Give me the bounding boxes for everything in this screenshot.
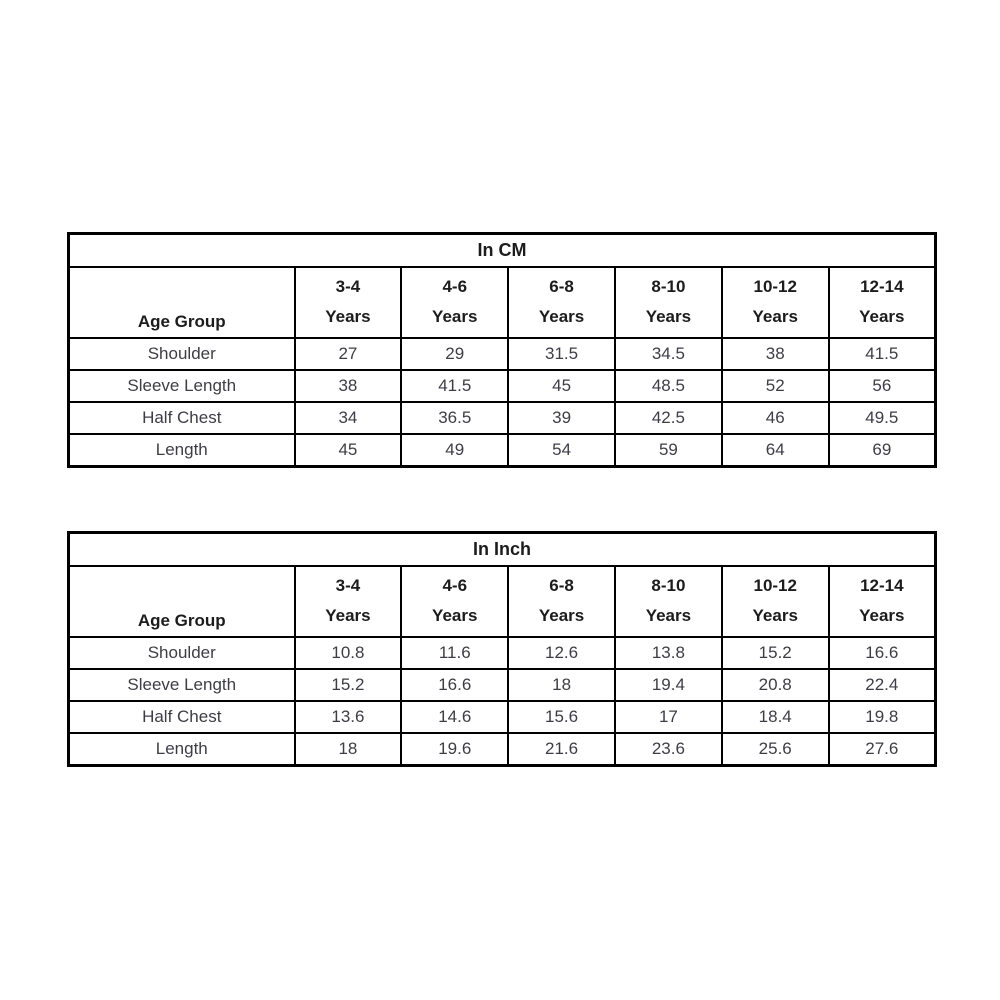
value-cell: 21.6 bbox=[508, 733, 615, 766]
inch-age-group-header: Age Group bbox=[69, 566, 295, 637]
age-unit-label: Years bbox=[859, 606, 905, 625]
value-cell: 38 bbox=[722, 338, 829, 370]
value-cell: 39 bbox=[508, 402, 615, 434]
cm-table-title: In CM bbox=[69, 234, 936, 268]
row-label: Shoulder bbox=[69, 637, 295, 669]
age-unit-label: Years bbox=[325, 606, 371, 625]
value-cell: 31.5 bbox=[508, 338, 615, 370]
cm-header-row bbox=[69, 267, 936, 338]
value-cell: 46 bbox=[722, 402, 829, 434]
row-label: Sleeve Length bbox=[69, 669, 295, 701]
cm-size-table bbox=[67, 232, 937, 468]
cm-col-header bbox=[829, 267, 936, 338]
row-label: Half Chest bbox=[69, 402, 295, 434]
table-row bbox=[69, 370, 936, 402]
age-unit-label: Years bbox=[432, 307, 478, 326]
value-cell: 27.6 bbox=[829, 733, 936, 766]
age-unit-label: Years bbox=[325, 307, 371, 326]
value-cell: 48.5 bbox=[615, 370, 722, 402]
row-label: Length bbox=[69, 733, 295, 766]
age-unit-label: Years bbox=[432, 606, 478, 625]
inch-col-header bbox=[829, 566, 936, 637]
table-row bbox=[69, 338, 936, 370]
value-cell: 19.8 bbox=[829, 701, 936, 733]
value-cell: 52 bbox=[722, 370, 829, 402]
age-range-label: 12-14 bbox=[860, 576, 904, 595]
age-unit-label: Years bbox=[645, 606, 692, 625]
value-cell: 15.6 bbox=[508, 701, 615, 733]
value-cell: 15.2 bbox=[722, 637, 829, 669]
age-unit-label: Years bbox=[752, 307, 798, 326]
table-row bbox=[69, 402, 936, 434]
value-cell: 19.4 bbox=[615, 669, 722, 701]
row-label: Sleeve Length bbox=[69, 370, 295, 402]
row-label: Length bbox=[69, 434, 295, 467]
row-label: Shoulder bbox=[69, 338, 295, 370]
value-cell: 14.6 bbox=[401, 701, 508, 733]
value-cell: 11.6 bbox=[401, 637, 508, 669]
value-cell: 59 bbox=[615, 434, 722, 467]
value-cell: 41.5 bbox=[829, 338, 936, 370]
cm-col-header bbox=[615, 267, 722, 338]
age-unit-label: Years bbox=[538, 307, 585, 326]
inch-title-row bbox=[69, 533, 936, 567]
age-range-label: 6-8 bbox=[549, 277, 574, 296]
value-cell: 12.6 bbox=[508, 637, 615, 669]
cm-col-header bbox=[401, 267, 508, 338]
inch-col-header bbox=[401, 566, 508, 637]
value-cell: 64 bbox=[722, 434, 829, 467]
inch-table-title: In Inch bbox=[69, 533, 936, 567]
value-cell: 18.4 bbox=[722, 701, 829, 733]
value-cell: 69 bbox=[829, 434, 936, 467]
row-label: Half Chest bbox=[69, 701, 295, 733]
age-unit-label: Years bbox=[859, 307, 905, 326]
value-cell: 41.5 bbox=[401, 370, 508, 402]
cm-col-header bbox=[295, 267, 402, 338]
value-cell: 18 bbox=[508, 669, 615, 701]
age-range-label: 10-12 bbox=[753, 277, 797, 296]
age-range-label: 12-14 bbox=[860, 277, 904, 296]
value-cell: 36.5 bbox=[401, 402, 508, 434]
value-cell: 13.6 bbox=[295, 701, 402, 733]
cm-title-row bbox=[69, 234, 936, 268]
value-cell: 56 bbox=[829, 370, 936, 402]
inch-col-header bbox=[295, 566, 402, 637]
table-row bbox=[69, 701, 936, 733]
value-cell: 17 bbox=[615, 701, 722, 733]
age-range-label: 10-12 bbox=[753, 576, 797, 595]
value-cell: 34.5 bbox=[615, 338, 722, 370]
cm-col-header bbox=[508, 267, 615, 338]
age-unit-label: Years bbox=[538, 606, 585, 625]
value-cell: 27 bbox=[295, 338, 402, 370]
inch-col-header bbox=[508, 566, 615, 637]
age-range-label: 8-10 bbox=[651, 576, 686, 595]
table-row bbox=[69, 669, 936, 701]
value-cell: 16.6 bbox=[401, 669, 508, 701]
value-cell: 25.6 bbox=[722, 733, 829, 766]
value-cell: 34 bbox=[295, 402, 402, 434]
cm-col-header bbox=[722, 267, 829, 338]
value-cell: 42.5 bbox=[615, 402, 722, 434]
value-cell: 22.4 bbox=[829, 669, 936, 701]
value-cell: 23.6 bbox=[615, 733, 722, 766]
value-cell: 10.8 bbox=[295, 637, 402, 669]
value-cell: 15.2 bbox=[295, 669, 402, 701]
age-range-label: 4-6 bbox=[442, 576, 468, 595]
value-cell: 16.6 bbox=[829, 637, 936, 669]
age-range-label: 4-6 bbox=[442, 277, 468, 296]
inch-header-row bbox=[69, 566, 936, 637]
value-cell: 13.8 bbox=[615, 637, 722, 669]
value-cell: 49.5 bbox=[829, 402, 936, 434]
inch-size-table bbox=[67, 531, 937, 767]
age-range-label: 6-8 bbox=[549, 576, 574, 595]
value-cell: 54 bbox=[508, 434, 615, 467]
table-row bbox=[69, 434, 936, 467]
value-cell: 29 bbox=[401, 338, 508, 370]
table-row bbox=[69, 733, 936, 766]
age-range-label: 3-4 bbox=[335, 277, 361, 296]
value-cell: 19.6 bbox=[401, 733, 508, 766]
value-cell: 45 bbox=[508, 370, 615, 402]
value-cell: 49 bbox=[401, 434, 508, 467]
value-cell: 45 bbox=[295, 434, 402, 467]
value-cell: 20.8 bbox=[722, 669, 829, 701]
cm-age-group-header: Age Group bbox=[69, 267, 295, 338]
age-range-label: 3-4 bbox=[335, 576, 361, 595]
age-unit-label: Years bbox=[645, 307, 692, 326]
value-cell: 18 bbox=[295, 733, 402, 766]
age-range-label: 8-10 bbox=[651, 277, 686, 296]
value-cell: 38 bbox=[295, 370, 402, 402]
age-unit-label: Years bbox=[752, 606, 798, 625]
inch-col-header bbox=[615, 566, 722, 637]
inch-col-header bbox=[722, 566, 829, 637]
table-row bbox=[69, 637, 936, 669]
